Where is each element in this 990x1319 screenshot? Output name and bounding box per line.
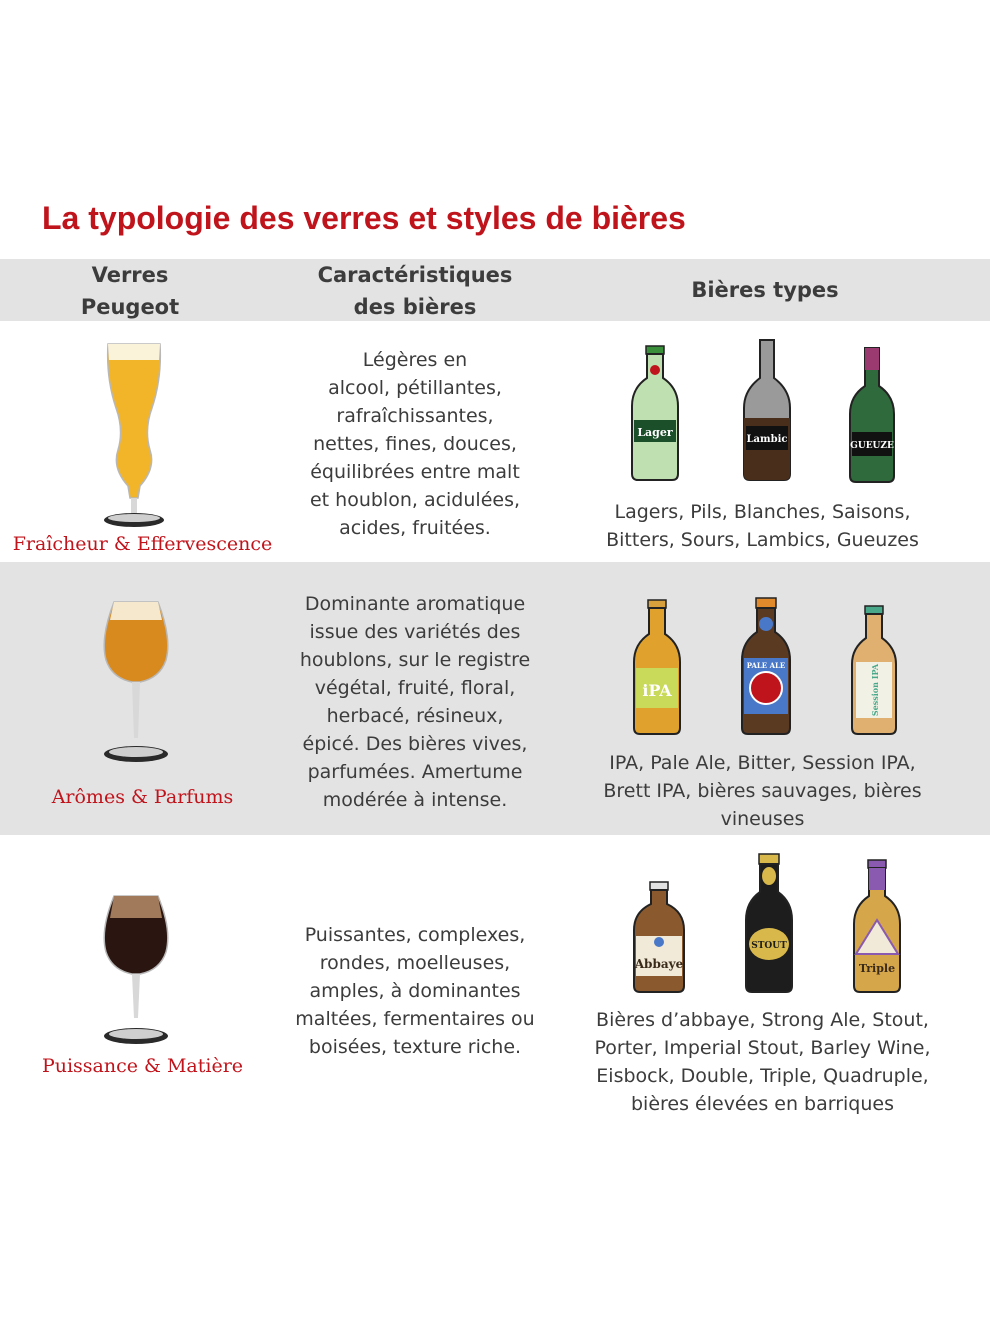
triple-bottle-icon (850, 858, 904, 996)
beer-types-line: bières élevées en barriques (630, 1093, 894, 1115)
stout-bottle-icon (742, 852, 796, 996)
lambic-bottle-icon (740, 338, 794, 484)
description-aromas (270, 590, 560, 814)
abbaye-bottle-icon (630, 880, 688, 996)
beer-types-line: Porter, Imperial Stout, Barley Wine, (594, 1037, 931, 1059)
bottle-label: Lager (637, 426, 673, 439)
description-line: végétal, fruité, floral, (314, 677, 516, 699)
bottle-label: Session IPA (870, 663, 880, 717)
table-header (0, 259, 990, 321)
beer-types-line: vineuses (720, 808, 805, 830)
header-characteristics (285, 259, 545, 323)
bottle-label: Triple (858, 962, 896, 975)
glass-caption-freshness: Fraîcheur & Effervescence (12, 533, 273, 555)
beer-types-power (570, 1006, 955, 1118)
beer-types-line: Bitters, Sours, Lambics, Gueuzes (606, 529, 919, 551)
bottle-label: PALE ALE (746, 661, 786, 670)
ipa-bottle-icon (630, 598, 684, 738)
header-beer-types: Bières types (691, 278, 839, 302)
description-line: nettes, fines, douces, (313, 433, 517, 455)
description-line: acides, fruitées. (339, 517, 491, 539)
pale-ale-bottle-icon (738, 596, 794, 738)
bottle-label: Abbaye (634, 957, 684, 971)
glass-caption-power: Puissance & Matière (41, 1055, 244, 1077)
description-line: épicé. Des bières vives, (302, 733, 528, 755)
beer-types-line: IPA, Pale Ale, Bitter, Session IPA, (609, 752, 916, 774)
snifter-glass-icon (100, 892, 172, 1052)
description-line: issue des variétés des (309, 621, 521, 643)
header-characteristics-line2: des bières (353, 295, 477, 319)
description-line: Dominante aromatique (304, 593, 526, 615)
session-ipa-bottle-icon (848, 604, 900, 738)
description-line: rondes, moelleuses, (319, 952, 511, 974)
description-line: équilibrées entre malt (310, 461, 520, 483)
pilsner-glass-icon (98, 338, 170, 530)
description-line: rafraîchissantes, (336, 405, 494, 427)
gueuze-bottle-icon (846, 346, 898, 486)
description-line: parfumées. Amertume (307, 761, 523, 783)
lager-bottle-icon (628, 344, 682, 484)
bottle-label: STOUT (751, 941, 787, 951)
beer-types-freshness (570, 498, 955, 554)
description-line: herbacé, résineux, (326, 705, 504, 727)
header-characteristics-line1: Caractéristiques (317, 263, 513, 287)
description-line: houblons, sur le registre (299, 649, 531, 671)
description-line: amples, à dominantes (309, 980, 521, 1002)
glass-caption-aromas: Arômes & Parfums (51, 786, 234, 808)
description-line: Puissantes, complexes, (304, 924, 526, 946)
beer-types-line: Bières d’abbaye, Strong Ale, Stout, (596, 1009, 929, 1031)
description-line: Légères en (362, 349, 468, 371)
beer-types-aromas (570, 749, 955, 833)
description-line: alcool, pétillantes, (328, 377, 502, 399)
header-glasses-line2: Peugeot (80, 295, 180, 319)
header-glasses (40, 259, 220, 323)
beer-types-line: Eisbock, Double, Triple, Quadruple, (596, 1065, 929, 1087)
header-glasses-line1: Verres (91, 263, 169, 287)
bottle-label: iPA (642, 681, 672, 700)
page-title: La typologie des verres et styles de bières (42, 200, 686, 236)
description-line: boisées, texture riche. (308, 1036, 522, 1058)
description-line: maltées, fermentaires ou (295, 1008, 535, 1030)
bottle-label: Lambic (746, 434, 788, 445)
description-line: et houblon, acidulées, (309, 489, 521, 511)
description-freshness (280, 346, 550, 542)
bottle-label: GUEUZE (850, 441, 894, 451)
description-line: modérée à intense. (322, 789, 508, 811)
tulip-glass-icon (100, 598, 172, 770)
beer-types-line: Brett IPA, bières sauvages, bières (603, 780, 922, 802)
beer-types-line: Lagers, Pils, Blanches, Saisons, (614, 501, 911, 523)
description-power (270, 921, 560, 1061)
